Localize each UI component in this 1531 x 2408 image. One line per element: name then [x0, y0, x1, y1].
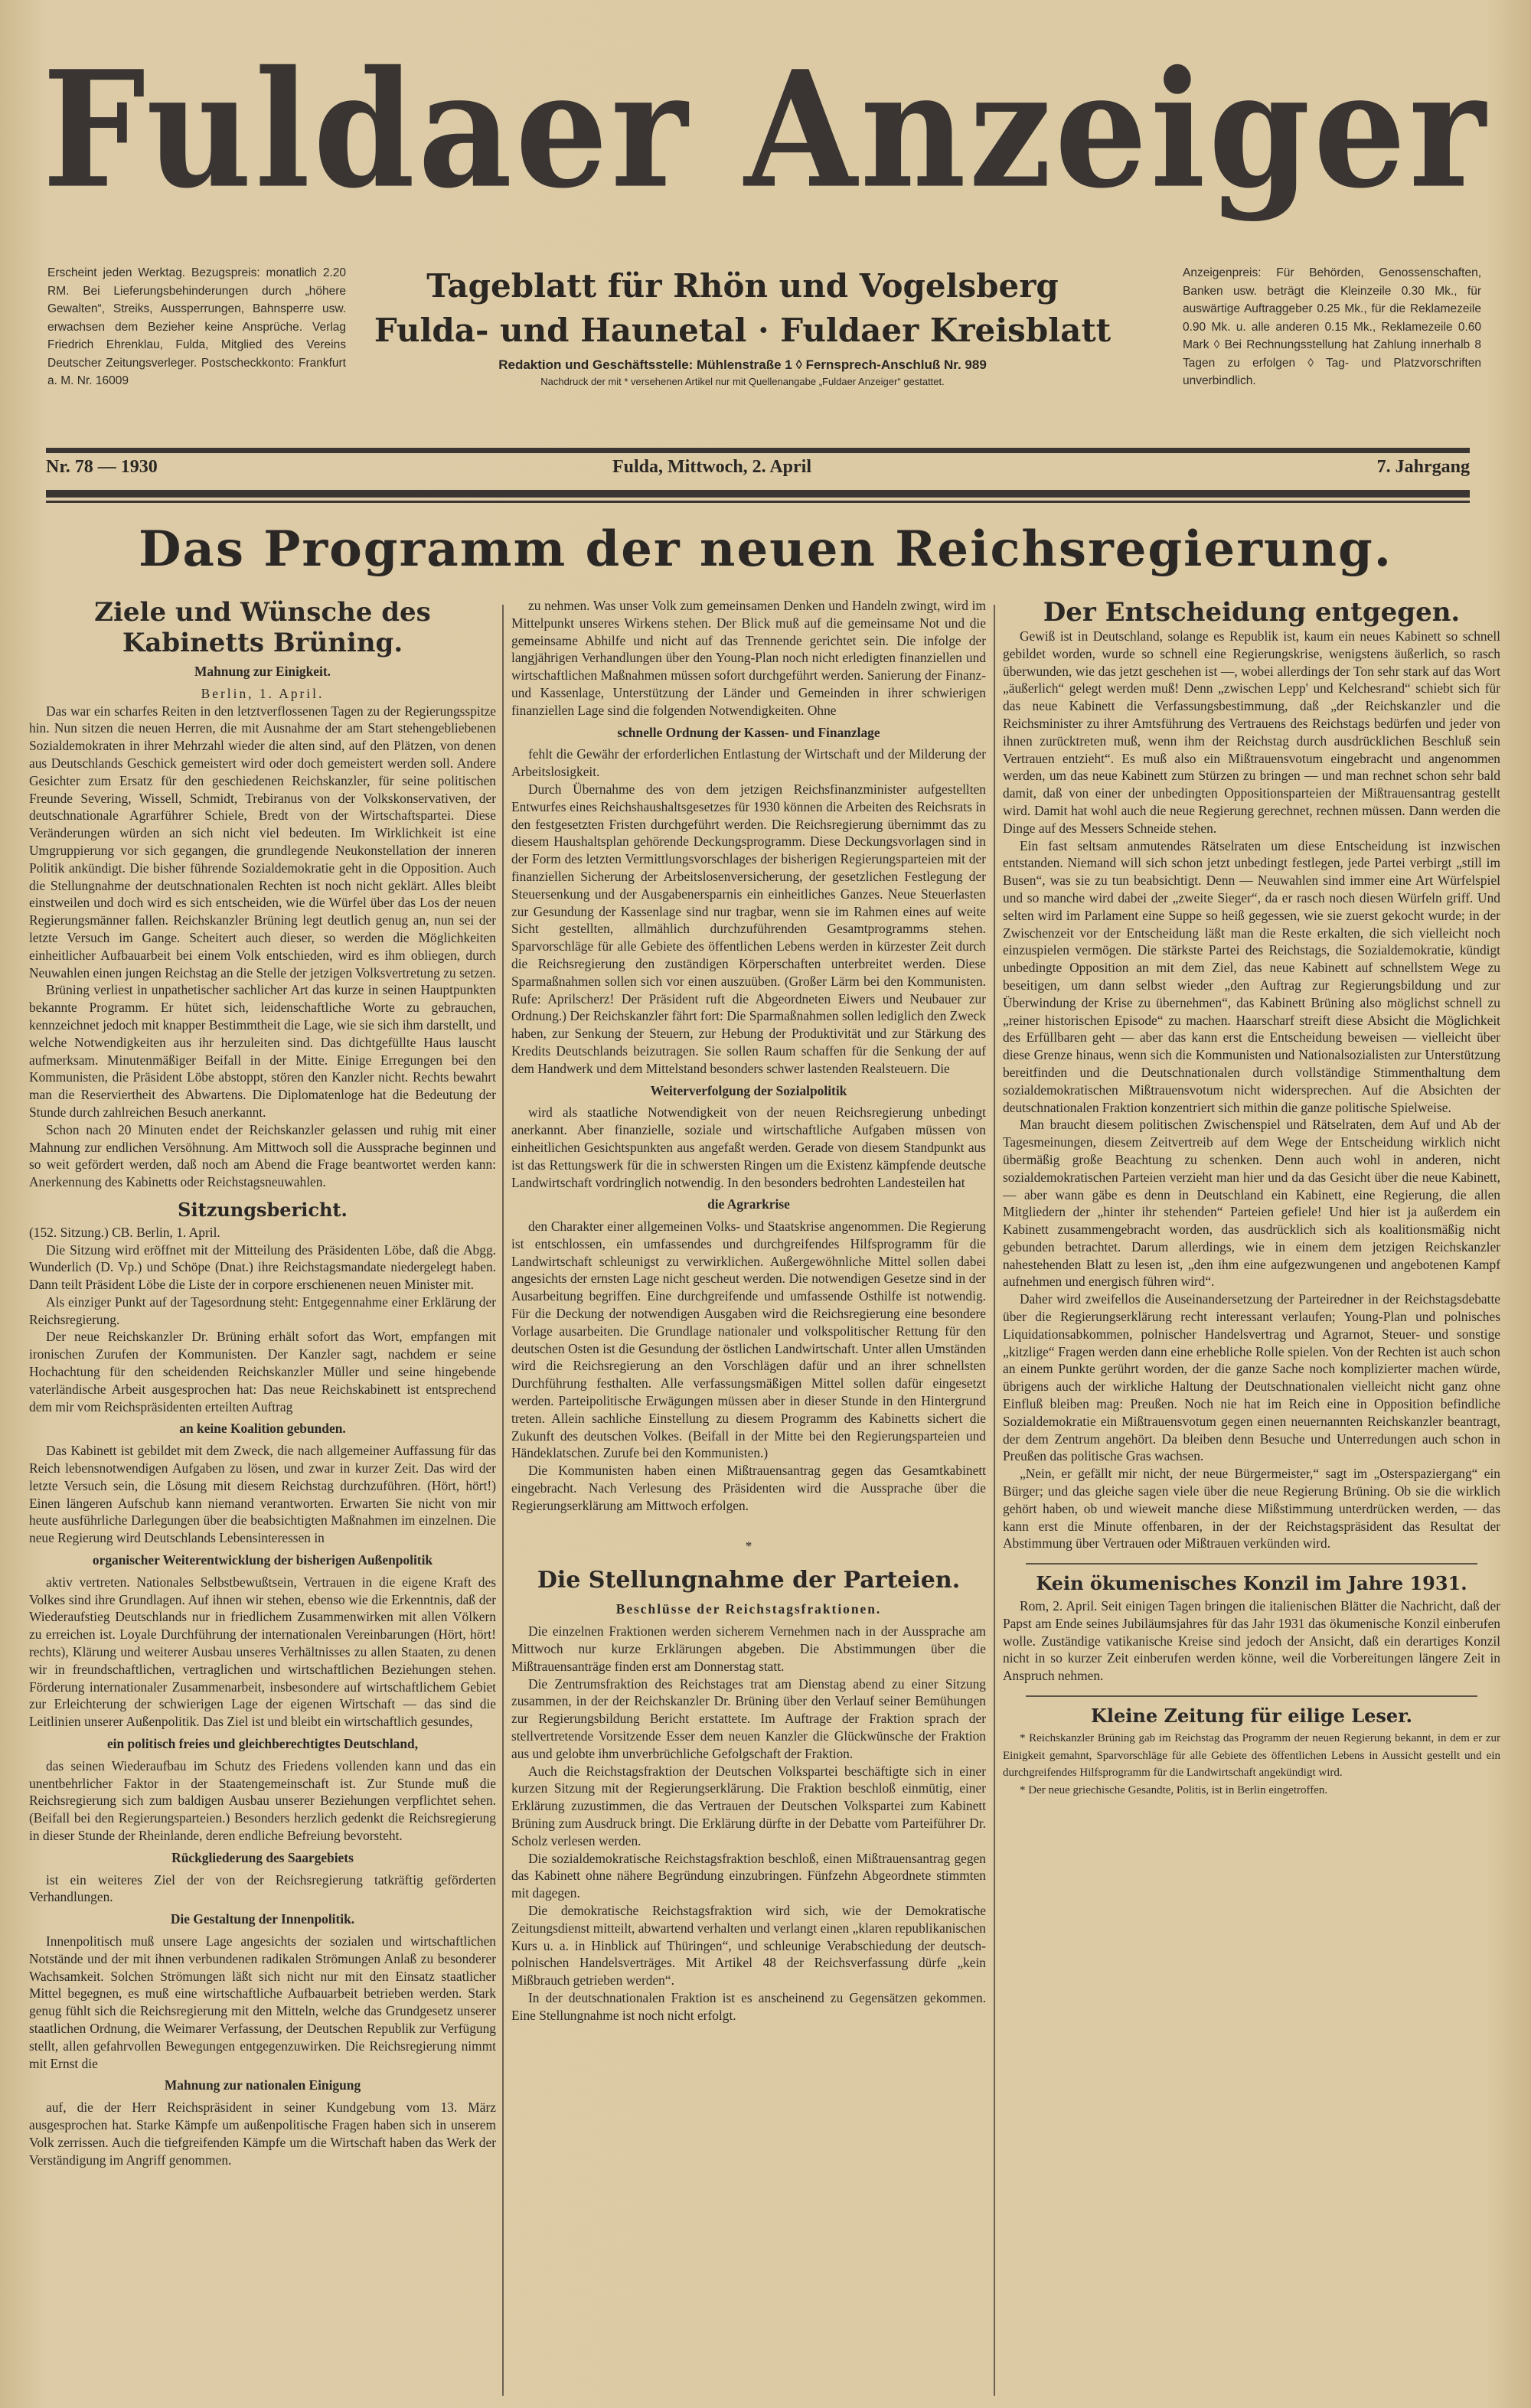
paragraph: Auch die Reichstagsfraktion der Deutschen Volkspartei beschäftigte sich in einer kurzen Sitzung mit der Regierungserklärung. Die Fraktion beschloß einmütig, einer Erklärung zuzustimmen, die das Vertrauen der Deutschen Volkspartei zum Kabinett Brüning zum Ausdruck bringt. Die Erklärung dürfte in der Debatte vom Parteiführer Dr. Scholz verlesen werden. [511, 1763, 986, 1848]
divider [46, 448, 1470, 453]
divider [46, 501, 1470, 503]
paragraph: Gewiß ist in Deutschland, solange es Republik ist, kaum ein neues Kabinett so schnell gebildet worden, wurde so schnell eine Regierungskrise, wenigstens äußerlich, so rasch überwunden, wie das jetzt geschehen ist —, wobei allerdings der Ton sehr stark auf das Wort „äußerlich“ gelegt werden muß! Denn „zwischen Lepp' und Kelchesrand“ schiebt sich für das neue Kabinett die Verfassungsbestimmung, daß „der Reichskanzler und die Reichsminister zu ihrer Amtsführung des Vertrauens des Reichstags bedürfen und jeder von ihnen zurücktreten muß, wenn ihm der Reichstag durch ausdrücklichen Beschluß sein Vertrauen entzieht“. Es muß also ein Mißtrauensvotum eingebracht und angenommen werden, um das neue Kabinett zum Stürzen zu bringen — und man rechnet schon sehr bald damit, daß von einer der unbedingten Oppositionsparteien der Mißtrauensantrag gestellt wird. Damit hat wohl auch die neue Regierung gerechnet, rechnen müssen. Dann werden die Dinge auf des Messers Schneide stehen. [1003, 628, 1500, 836]
news-brief: * Reichskanzler Brüning gab im Reichstag das Programm der neuen Regierung bekannt, in dem er zur Einigkeit gemahnt, Sparvorschläge für alle Gebiete des öffentlichen Lebens in Aussicht gestellt und ein durchgreifendes Hilfsprogramm für die Landwirtschaft angekündigt wird. [1003, 1731, 1500, 1780]
subtitle-line-1: Tageblatt für Rhön und Vogelsberg [426, 267, 1059, 305]
column-divider [502, 605, 504, 2396]
subheading: schnelle Ordnung der Kassen- und Finanzlage [617, 724, 880, 740]
article-title: Ziele und Wünsche des Kabinetts Brüning. [94, 597, 431, 658]
paragraph: Schon nach 20 Minuten endet der Reichskanzler gelassen und ruhig mit einer Mahnung zur endlichen Versöhnung. Am Mittwoch soll die Aussprache beginnen und so weit gefördert werden, daß noch am Abend die Frage beantwortet werden kann: Anerkennung des Kabinetts oder Reichstagsneuwahlen. [29, 1121, 496, 1190]
paragraph: Durch Übernahme des von dem jetzigen Reichsfinanzminister aufgestellten Entwurfes eines Reichshaushaltsgesetzes für 1930 können die Arbeiten des Reichsrats in den festgesetzten Fristen durchgeführt werden. Die Reichsregierung übernimmt das zu diesem Haushaltsplan gehörende Deckungsprogramm. Diese Deckungsvorlagen sind in der Form des letzten Vermittlungsvorschlages der bisherigen Regierungsparteien mit der finanziellen Sicherung der Arbeitslosenversicherung, der gesetzlichen Festlegung der Steuersenkung und der Ausgabenersparnis ein einheitliches Ganzes. Neue Steuerlasten zur Gesundung der Kassenlage sind nur tragbar, wenn sie im Rahmen eines auf weite Sicht gestellten, allmählich durchzuführenden Gesamtprogramms stehen. Sparvorschläge für alle Gebiete des öffentlichen Lebens werden in kürzester Zeit durch die Reichsregierung den zuständigen Körperschaften unterbreitet werden. Diese Sparmaßnahmen sollen sich vor einen auszuüben. (Großer Lärm bei den Kommunisten. Rufe: Aprilscherz! Der Präsident ruft die Abgeordneten Eiwers und Neubauer zur Ordnung.) Der Reichskanzler fährt fort: Die Sparmaßnahmen sollen lediglich den Zweck haben, zur Senkung der Steuern, zur Hebung der Produktivität und zur Stärkung des Kredits Deutschlands beizutragen. Sie sollen Raum schaffen für die Senkung der auf dem Handwerk und dem Mittelstand besonders schwer lastenden Realsteuern. Die [511, 781, 986, 1076]
paragraph: Man braucht diesem politischen Zwischenspiel und Rätselraten, dem Auf und Ab der Tagesmeinungen, diesem Zeitvertreib auf dem Wege der Entscheidung wirklich nicht übermäßig große Beachtung zu schenken. Denn auch wohl in anderen, nicht sozialdemokratischen Parteien verzieht man hier und da das Gesicht über die neue Kabinett, — aber wann gäbe es denn in Deutschland ein Kabinett, eine Regierung, die allen Mitgliedern der „hinter ihr stehenden“ Parteien gefiele! Und hier ist ja außerdem ein Kabinett zusammengebracht worden, das ausdrücklich sich als koalitionsmäßig nicht gebunden betrachtet. Darum allerdings, wie in einem dem jetzigen Reichskanzler nahestehenden Blatt zu lesen ist, „den ihm eine aufgezwungenen und angebotenen Kampf aufnehmen und energisch führen wird“. [1003, 1117, 1500, 1290]
subheading: organischer Weiterentwicklung der bisherigen Außenpolitik [92, 1552, 433, 1568]
paragraph: Innenpolitisch muß unsere Lage angesichts der sozialen und wirtschaftlichen Notstände und der mit ihnen verbundenen radikalen Strömungen Anlaß zu besonderer Wachsamkeit. Solchen Strömungen läßt sich nicht nur mit den Einsatz staatlicher Mittel begegnen, es muß eine wirtschaftliche Aufbauarbeit betrieben werden. Stark genug fühlt sich die Reichsregierung mit den Mitteln, welche das Grundgesetz unserer staatlichen Ordnung, die Weimarer Verfassung, der Deutschen Republik zur Verfügung stellt, allen gefahrvollen Bewegungen entgegenzuwirken. Die Reichsregierung nimmt mit Ernst die [29, 1933, 496, 2071]
paragraph: zu nehmen. Was unser Volk zum gemeinsamen Denken und Handeln zwingt, wird im Mittelpunkt unseres Wirkens stehen. Der Blick muß auf die gemeinsame Not und die gemeinsame Abhilfe und nicht auf das Trennende gerichtet sein. Die infolge der langjährigen Verhandlungen über den Young-Plan noch nicht erledigten finanziellen und wirtschaftlichen Maßnahmen müssen sofort durchgeführt werden. Sanierung der Finanz- und Kassenlage, Unterstützung der Länder und Gemeinden in ihrer schwierigen finanziellen Lage sind die folgenden Notwendigkeiten. Ohne [511, 598, 986, 718]
advertising-rates: Anzeigenpreis: Für Behörden, Genossenschaften, Banken usw. beträgt die Kleinzeile 0.30 Mk., für auswärtige Auftraggeber 0.25 Mk., für die Reklamezeile 0.90 Mk. u. alle anderen 0.15 Mk., Reklamezeile 0.60 Mark ◊ Bei Rechnungsstellung hat Zahlung innerhalb 8 Tagen zu erfolgen ◊ Tag- und Platzvorschriften unverbindlich. [1183, 266, 1481, 387]
paragraph: Daher wird zweifellos die Auseinandersetzung der Parteiredner in der Reichstagsdebatte über die Regierungserklärung recht interessant verlaufen; Young-Plan und polnisches Liquidationsabkommen, polnischer Handelsvertrag und Agrarnot, Steuer- und sonstige „kitzlige“ Fragen werden dann eine erhebliche Rolle spielen. Von der Rechten ist auch schon an einem Punkte gerührt worden, der die ganze Sache noch komplizierter machen würde, übrigens auch der wirkliche Haltung der Deutschnationalen vielleicht nicht ganz ohne Einfluß bleiben mag: Preußen. Noch nie hat im Reich eine in Opposition befindliche Sozialdemokratie ein Mißtrauensvotum gegen einen neuernannten Reichskanzler beantragt, der dem Zentrum angehört. Da bleiben denn Besuche und Unterredungen auch schon in Preußen das politische Gras wachsen. [1003, 1291, 1500, 1464]
paragraph: auf, die der Herr Reichspräsident in seiner Kundgebung vom 13. März ausgesprochen hat. Starke Kämpfe um außenpolitische Fragen haben sich in unserem Volk zerrissen. Auch die tiefgreifenden Kämpfe um die Wirtschaft haben das Werk der Verständigung im Angriff genommen. [29, 2100, 496, 2168]
paragraph: Brüning verliest in unpathetischer sachlicher Art das kurze in seinen Hauptpunkten bekannte Programm. Er hütet sich, leidenschaftliche Worte zu gebrauchen, kennzeichnet jedoch mit knapper Bestimmtheit die Lage, wie sie sich ihm darstellt, und welche Notwendigkeiten aus ihr herzuleiten sind. Das dichtgefüllte Haus lauscht aufmerksam. Minutenmäßiger Beifall in der Mitte. Einige Erregungen bei den Kommunisten, die Präsident Löbe abstoppt, stören den Kanzler nicht. Rechts bewahrt man die Reserviertheit des Abwartens. Die Diplomatenloge hat die Bedeutung der Stunde durch zahlreichen Besuch anerkannt. [29, 982, 496, 1120]
subheading: an keine Koalition gebunden. [179, 1421, 346, 1437]
paragraph: Das war ein scharfes Reiten in den letztverflossenen Tagen zu der Regierungsspitze hin. Nun sitzen die neuen Herren, die mit Ausnahme der am Start stehengebliebenen Sozialdemokraten in ihrer Mehrzahl wieder die alten sind, auf den Plätzen, von denen aus Deutschlands Geschick gemeistert wird oder doch gemeistert werden soll. Andere Gesichter zum Ersatz für den geschiedenen Reichskanzler, für seine politischen Freunde Severing, Wissell, Schmidt, Trebiranus von der Volkskonservativen, der deutschnationale Agrarführer Schiele, Bredt von der Wirtschaftspartei. Diese Veränderungen würden an sich nicht viel bedeuten. Im Wirklichkeit ist eine Umgruppierung vor sich gegangen, die grundlegende Neukonstellation der inneren Politik ankündigt. Die bisher führende Sozialdemokratie geht in die Opposition. Auch die Stellungnahme der deutschnationalen Rechten ist noch nicht geklärt. Alles bleibt einstweilen und doch wird es sich entscheiden, wie die Würfel über das Los der neuen Regierungsmänner fallen. Reichskanzler Brüning legt deutlich genug an, nun sei der letzte Versuch im Gange. Scheitert auch dieser, so werden die Möglichkeiten einheitlicher Aufbauarbeit bei einem Volk entschieden, wird es ihm obliegen, durch Neuwahlen einen jungen Reichstag an die Stelle der jetzigen Volksvertretung zu setzen. [29, 703, 496, 980]
paragraph: Rom, 2. April. Seit einigen Tagen bringen die italienischen Blätter die Nachricht, daß der Papst am Ende seines Jubiläumsjahres für das Jahr 1931 das ökumenische Konzil einberufen wolle. Zuständige vatikanische Kreise sind jedoch der Ansicht, daß ein derartiges Konzil nicht in so kurzer Zeit einberufen werden könne, weil die Vorbereitungen längere Zeit in Anspruch nehmen. [1003, 1598, 1500, 1684]
subtitle-block [367, 264, 1118, 387]
divider [1026, 1563, 1477, 1565]
paragraph: Die einzelnen Fraktionen werden sicherem Vernehmen nach in der Aussprache am Mittwoch nur kurze Erklärungen abgeben. Die Abstimmungen über die Mißtrauensanträge finden erst am Donnerstag statt. [511, 1623, 986, 1674]
issue-number: Nr. 78 — 1930 [46, 457, 158, 477]
section-title: Sitzungsbericht. [178, 1198, 348, 1221]
paragraph: den Charakter einer allgemeinen Volks- und Staatskrise angenommen. Die Regierung ist entschlossen, ein umfassendes und durchgreifendes Hilfsprogramm für die Landwirtschaft schleunigst zu verwirklichen. Außergewöhnliche Mittel sollen dabei angesichts der ernsten Lage nicht gescheut werden. Die notwendigen Gesetze sind in der Ausarbeitung begriffen. Eine durchgreifende und umfassende Osthilfe ist notwendig. Für die Deckung der notwendigen Ausgaben wird die Reichsregierung eine besondere Vorlage ausarbeiten. Die Grundlage nationaler und volkspolitischer Rettung für den deutschen Osten ist die Gesundung der östlichen Landwirtschaft. Unter allen Umständen wird die Reichsregierung an den Vorschlägen dafür und an ihrer schnellsten Durchführung festhalten. Alle verfassungsmäßigen Mittel sollen dafür eingesetzt werden. Parteipolitische Erwägungen müssen aber in dieser Stunde in den Hintergrund treten. Allein sachliche Einstellung zu diesem Programm des Kabinetts sichert die Zukunft des deutschen Volkes. (Beifall in der Mitte bei den Regierungsparteien und Händeklatschen. Zurufe bei den Kommunisten.) [511, 1219, 986, 1461]
section-title: Die Stellungnahme der Parteien. [537, 1567, 961, 1594]
paragraph: Die sozialdemokratische Reichstagsfraktion beschloß, einen Mißtrauensantrag gegen das Kabinett ohne nähere Begründung einzubringen. Fünfzehn Abgeordnete stimmten mit dagegen. [511, 1850, 986, 1901]
paragraph: Ein fast seltsam anmutendes Rätselraten um diese Entscheidung ist inzwischen entstanden. Niemand will sich schon jetzt unbedingt festlegen, jede Partei verbirgt „still im Busen“, was sie zu tun beabsichtigt. Denn — Neuwahlen sind immer eine Art Würfelspiel und so manche wird dabei der „zweite Sieger“, da er rasch noch diesen Würfeln griff. Und selten wird im Parlament eine Suppe so heiß gegessen, wie sie zuerst gekocht wurde; in der Zwischenzeit vor der Entscheidung läßt man die Reste erkalten, die sich vielleicht noch einzuspielen vermögen. Die stärkste Partei des Reichstags, die Sozialdemokratie, kündigt unbedingte Opposition an mit dem Ziel, das neue Kabinett auf schnellstem Wege zu beseitigen, um dann selbst wieder „den Auftrag zur Regierungsbildung und zur Überwindung der Krise zu übernehmen“, das Kabinett Brüning also möglichst schnell zu „reiner historischen Episode“ zu machen. Haarscharf streift diese Absicht die Möglichkeit des Erfüllbaren geht — aber das kann erst die Entscheidung beweisen — vielleicht über diese Grenze hinaus, wenn sich die Kommunisten und Nationalsozialisten zur Unterstützung bereitfinden und die Deutschnationalen durch vollständige Stimmenthaltung dem sozialdemokratischen Mißtrauensvotum nicht widersprechen. Auf die Absichten der deutschnationalen Fraktion konzentriert sich mithin die ganze politische Spielweise. [1003, 837, 1500, 1115]
editorial-address: Redaktion und Geschäftsstelle: Mühlenstraße 1 ◊ Fernsprech-Anschluß Nr. 989 [498, 357, 987, 372]
session-meta: (152. Sitzung.) CB. Berlin, 1. April. [29, 1224, 220, 1240]
subheading: Rückgliederung des Saargebiets [171, 1849, 354, 1865]
subtitle-line-2: Fulda- und Haunetal · Fuldaer Kreisblatt [374, 312, 1112, 349]
article-column-3 [1003, 597, 1500, 2408]
paragraph: Die Kommunisten haben einen Mißtrauensantrag gegen das Gesamtkabinett eingebracht. Nach Verlesung des Präsidenten wird die Aussprache über die Regierungserklärung am Mittwoch erfolgen. [511, 1463, 986, 1513]
volume: 7. Jahrgang [1376, 457, 1470, 477]
news-brief: * Der neue griechische Gesandte, Politis, ist in Berlin eingetroffen. [1020, 1784, 1328, 1797]
article-column-2: zu nehmen. Was unser Volk zum gemeinsamen Denken und Handeln zwingt, wird im Mittelpunkt unseres Wirkens stehen. Der Blick muß auf die gemeinsame Not und die gemeinsame Abhilfe und nicht auf das Trennende gerichtet sein. Die infolge der langjährigen Verhandlungen über den Young-Plan noch nicht erledigten finanziellen und wirtschaftlichen Maßnahmen müssen sofort durchgeführt werden. Sanierung der Finanz- und Kassenlage, Unterstützung der Länder und Gemeinden in ihrer schwierigen finanziellen Lage sind die folgenden Notwendigkeiten. Ohne schnelle Ordnung der Kassen- und Finanzlage fehlt die Gewähr der erforderlichen Entlastung der Wirtschaft und der Milderung der Arbeitslosigkeit. Durch Übernahme des von dem jetzigen Reichsfinanzminister aufgestellten Entwurfes eines Reichshaushaltsgesetzes für 1930 können die Arbeiten des Reichsrats in den festgesetzten Fristen durchgeführt werden. Die Reichsregierung übernimmt das zu diesem Haushaltsplan gehörende Deckungsprogramm. Diese Deckungsvorlagen sind in der Form des letzten Vermittlungsvorschlages der bisherigen Regierungsparteien mit der finanziellen Sicherung der Arbeitslosenversicherung, der gesetzlichen Festlegung der Steuersenkung und der Ausgabenersparnis ein einheitliches Ganzes. Neue Steuerlasten zur Gesundung der Kassenlage sind nur tragbar, wenn sie im Rahmen eines auf weite Sicht gestellten, allmählich durchzuführenden Gesamtprogramms stehen. Sparvorschläge für alle Gebiete des öffentlichen Lebens werden in kürzester Zeit durch die Reichsregierung den zuständigen Körperschaften unterbreitet werden. Diese Sparmaßnahmen sollen sich vor einen auszuüben. (Großer Lärm bei den Kommunisten. Rufe: Aprilscherz! Der Präsident ruft die Abgeordneten Eiwers und Neubauer zur Ordnung.) Der Reichskanzler fährt fort: Die Sparmaßnahmen sollen lediglich den Zweck haben, zur Senkung der Steuern, zur Hebung der Produktivität und zur Stärkung des Kredits Deutschlands beizutragen. Sie sollen Raum schaffen für die Senkung der auf dem Handwerk und dem Mittelstand besonders schwer lastenden Realsteuern. Die Weiterverfolgung der Sozialpolitik wird als staatliche Notwendigkeit von der neuen Reichsregierung unbedingt anerkannt. Aber finanzielle, soziale und wirtschaftliche Aufgaben müssen von einheitlichen Gesichtspunkten aus angefaßt werden. Gerade von diesem Standpunkt aus ist das Rettungswerk für die in schwersten Ringen um die Existenz kämpfende deutsche Landwirtschaft vordringlich notwendig. In den besonders bedrohten Landesteilen hat die Agrarkrise den Charakter einer allgemeinen Volks- und Staatskrise angenommen. Die Regierung ist entschlossen, ein umfassendes und durchgreifendes Hilfsprogramm für die Landwirtschaft schleunigst zu verwirklichen. Außergewöhnliche Mittel sollen dabei angesichts der ernsten Lage nicht gescheut werden. Die notwendigen Gesetze sind in der Ausarbeitung begriffen. Eine durchgreifende und umfassende Osthilfe ist notwendig. Für die Deckung der notwendigen Ausgaben wird die Reichsregierung eine besondere Vorlage ausarbeiten. Die Grundlage nationaler und volkspolitischer Rettung für den deutschen Osten ist die Gesundung der östlichen Landwirtschaft. Unter allen Umständen wird die Reichsregierung an den Vorschlägen dafür und an ihrer schnellsten Durchführung festhalten. Alle verfassungsmäßigen Mittel sollen dafür eingesetzt werden. Parteipolitische Erwägungen müssen aber in dieser Stunde in den Hintergrund treten. Allein sachliche Einstellung zu diesem Programm des Kabinetts sichert die Zukunft des deutschen Volkes. (Beifall in der Mitte bei den Regierungsparteien und Händeklatschen. Zurufe bei den Kommunisten.) Die Kommunisten haben einen Mißtrauensantrag gegen das Gesamtkabinett eingebracht. Nach Verlesung des Präsidenten wird die Aussprache über die Regierungserklärung am Mittwoch erfolgen. * Die Stellungnahme der Parteien. Beschlüsse der Reichstagsfraktionen. Die einzelnen Fraktionen werden sicherem Vernehmen nach in der Aussprache am Mittwoch nur kurze Erklärungen abgeben. Die Abstimmungen über die Mißtrauensanträge finden erst am Donnerstag statt. Die Zentrumsfraktion des Reichstages trat am Dienstag abend zu einer Sitzung zusammen, in der der Reichskanzler Dr. Brüning über den Verlauf seiner Bemühungen zur Regierungsbildung Bericht erstattete. Im Auftrage der Fraktion sprach der stellvertretende Vorsitzende Esser dem neuen Kanzler die Glückwünsche der Fraktion aus und gelobte ihm unverbrüchliche Gefolgschaft der Fraktion. Auch die Reichstagsfraktion der Deutschen Volkspartei beschäftigte sich in einer kurzen Sitzung mit der Regierungserklärung. Die Fraktion beschloß einmütig, einer Erklärung zuzustimmen, die das Vertrauen der Deutschen Volkspartei zum Kabinett Brüning zum Ausdruck bringt. Die Erklärung dürfte in der Debatte vom Parteiführer Dr. Scholz verlesen werden. Die sozialdemokratische Reichstagsfraktion beschloß, einen Mißtrauensantrag gegen das Kabinett ohne nähere Begründung einzubringen. Fünfzehn Abgeordnete stimmten mit dagegen. Die demokratische Reichstagsfraktion wird sich, wie der Demokratische Zeitungsdienst mitteilt, abwartend verhalten und verlangt einen „klaren republikanischen Kurs u. a. in Hinblick auf Thüringen“, und schleunige Verabschiedung der deutsch-polnischen Handelsverträges. Mit Artikel 48 der Reichsverfassung dürfe „kein Mißbrauch getrieben werden“. In der deutschnationalen Fraktion ist es anscheinend zu Gegensätzen gekommen. Eine Stellungnahme ist noch nicht erfolgt. [511, 598, 986, 2023]
subheading: die Agrarkrise [707, 1196, 790, 1212]
dateline [46, 457, 1470, 485]
paragraph: aktiv vertreten. Nationales Selbstbewußtsein, Vertrauen in die eigene Kraft des Volkes sind ihre Grundlagen. Auf ihnen wir stehen, ebenso wie die Erkenntnis, daß der Wiederaufstieg Deutschlands nur in friedlichem Zusammenwirken mit allen Völkern zu erreichen ist. Loyale Durchführung der internationalen Vereinbarungen (Hört, hört! rechts), Klärung und weiterer Ausbau unseres Verhältnisses zu allen Staaten, zu denen wir in freundschaftlichen, vertraglichen und wirtschaftlichen Beziehungen stehen. Förderung internationaler Zusammenarbeit, insbesondere auf wirtschaftlichem Gebiet zur Erleichterung der schwierigen Lage der eigenen Wirtschaft — das sind die Leitlinien unserer Außenpolitik. Das Ziel ist und bleibt ein wirtschaftlich gesundes, [29, 1574, 496, 1730]
column-divider [994, 605, 995, 2396]
main-headline: Das Programm der neuen Reichsregierung. [138, 520, 1393, 578]
article-title: Der Entscheidung entgegen. [1043, 597, 1461, 628]
subheading: Mahnung zur nationalen Einigung [164, 2077, 361, 2093]
subheading: Weiterverfolgung der Sozialpolitik [650, 1082, 847, 1098]
subheading: Die Gestaltung der Innenpolitik. [170, 1911, 355, 1927]
paragraph: ist ein weiteres Ziel der von der Reichsregierung tatkräftig geförderten Verhandlungen. [29, 1871, 496, 1905]
subscription-info: Erscheint jeden Werktag. Bezugspreis: monatlich 2.20 RM. Bei Lieferungsbehinderungen durch „höhere Gewalten“, Streiks, Aussperrungen, Bahnsperre usw. erwachsen dem Bezieher keine Ansprüche. Verlag Friedrich Ehrenklau, Fulda, Mitglied des Vereins Deutscher Zeitungsverleger. Postscheckkonto: Frankfurt a. M. Nr. 16009 [47, 266, 346, 387]
divider [1026, 1695, 1477, 1697]
article-dateline: Berlin, 1. April. [201, 685, 325, 701]
paragraph: Das Kabinett ist gebildet mit dem Zweck, die nach allgemeiner Auffassung für das Reich lebensnotwendigen Aufgaben zu lösen, und zwar in kurzer Zeit. Das wird der letzte Versuch sein, die Lösung mit diesem Reichstag durchzuführen. (Hört, hört!) Einen längeren Aufschub kann niemand verantworten. Erwarten Sie nicht von mir heute ausführliche Darlegungen über die beabsichtigten Maßnahmen im einzelnen. Die neue Regierung wird Deutschlands Lebensinteressen in [29, 1443, 496, 1546]
section-title: Kleine Zeitung für eilige Leser. [1091, 1705, 1412, 1728]
section-title: Kein ökumenisches Konzil im Jahre 1931. [1036, 1572, 1467, 1595]
divider [46, 490, 1470, 498]
paragraph: das seinen Wiederaufbau im Schutz des Friedens vollenden kann und das ein unentbehrlicher Faktor in der Staatengemeinschaft ist. Zur Stunde muß die Reichsregierung sich zum baldigen Ausbau unserer Beziehungen verpflichtet sehen. (Beifall bei den Regierungsparteien.) Besonders herzlich gedenkt die Reichsregierung in dieser Stunde der Rheinlande, deren endliche Befreiung bevorsteht. [29, 1757, 496, 1843]
paragraph: Die demokratische Reichstagsfraktion wird sich, wie der Demokratische Zeitungsdienst mitteilt, abwartend verhalten und verlangt einen „klaren republikanischen Kurs u. a. in Hinblick auf Thüringen“, und schleunige Verabschiedung der deutsch-polnischen Handelsverträges. Mit Artikel 48 der Reichsverfassung dürfe „kein Mißbrauch getrieben werden“. [511, 1902, 986, 1989]
reprint-notice: Nachdruck der mit * versehenen Artikel nur mit Quellenangabe „Fuldaer Anzeiger“ gestattet. [540, 376, 945, 387]
section-kicker: Beschlüsse der Reichstagsfraktionen. [615, 1601, 882, 1617]
masthead-title: Fuldaer Anzeiger [42, 35, 1489, 224]
paragraph: Die Zentrumsfraktion des Reichstages trat am Dienstag abend zu einer Sitzung zusammen, in der der Reichskanzler Dr. Brüning über den Verlauf seiner Bemühungen zur Regierungsbildung Bericht erstattete. Im Auftrage der Fraktion sprach der stellvertretende Vorsitzende Esser dem neuen Kanzler die Glückwünsche der Fraktion aus und gelobte ihm unverbrüchliche Gefolgschaft der Fraktion. [511, 1675, 986, 1761]
paragraph: Die Sitzung wird eröffnet mit der Mitteilung des Präsidenten Löbe, daß die Abgg. Wunderlich (D. Vp.) und Schöpe (Dnat.) ihre Reichstagsmandate niedergelegt haben. Dann teilt Präsident Löbe die Liste der in corpore erschienenen neuen Minister mit. [29, 1242, 496, 1293]
paragraph: „Nein, er gefällt mir nicht, der neue Bürgermeister,“ sagt im „Osterspaziergang“ ein Bürger; und das gleiche sagen viele über die neue Regierung Brüning. Ob sie die wirklich gehört haben, ob und wieweit manche diese Mißstimmung unterdrücken werden, — das kann erst die Minute offenbaren, in der der Reichstagspräsident das Resultat der Abstimmung über Vertrauen oder Mißtrauen verkünden wird. [1003, 1466, 1500, 1551]
subheading: ein politisch freies und gleichberechtigtes Deutschland, [106, 1736, 419, 1752]
paragraph: Als einziger Punkt auf der Tagesordnung steht: Entgegennahme einer Erklärung der Reichsregierung. [29, 1294, 496, 1327]
article-column-1 [29, 597, 496, 2408]
paragraph: In der deutschnationalen Fraktion ist es anscheinend zu Gegensätzen gekommen. Eine Stellungnahme ist noch nicht erfolgt. [511, 1989, 986, 2023]
paragraph: fehlt die Gewähr der erforderlichen Entlastung der Wirtschaft und der Milderung der Arbeitslosigkeit. [511, 746, 986, 780]
paragraph: Der neue Reichskanzler Dr. Brüning erhält sofort das Wort, empfangen mit ironischen Zurufen der Kommunisten. Der Kanzler sagt, nachdem er seine Hochachtung für den scheidenden Reichskanzler Müller und seine hingebende vaterländische Arbeit ausgesprochen hat: Das neue Reichskabinett ist entsprechend dem mir vom Reichspräsidenten erteilten Auftrag [29, 1329, 496, 1414]
article-kicker: Mahnung zur Einigkeit. [194, 664, 331, 679]
issue-date: Fulda, Mittwoch, 2. April [612, 457, 812, 477]
paragraph: wird als staatliche Notwendigkeit von der neuen Reichsregierung unbedingt anerkannt. Aber finanzielle, soziale und wirtschaftliche Aufgaben müssen von einheitlichen Gesichtspunkten aus angefaßt werden. Gerade von diesem Standpunkt aus ist das Rettungswerk für die in schwersten Ringen um die Existenz kämpfende deutsche Landwirtschaft vordringlich notwendig. In den besonders bedrohten Landesteilen hat [511, 1104, 986, 1190]
